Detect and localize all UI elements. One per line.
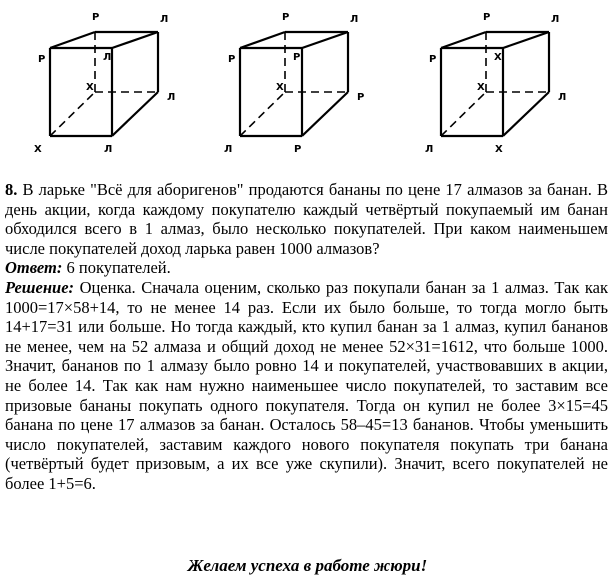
problem-statement: В ларьке "Всё для аборигенов" продаются бананы по цене 17 алмазов за банан. В день акции, когда каждому покупателю каждый четвёртый покупаемый им банан обходился всего в 1 алмаз, было несколько покупателей. При каком наименьшем числе покупателей доход ларька равен 1000 алмазов? [5,180,609,258]
solution-text: Оценка. Сначала оценим, сколько раз покупали банан за 1 алмаз. Так как 1000=17×58+14, то не менее 14 раз. Если их было больше, то тогда могло быть 14+17=31 или больше. Но тогда каждый, кто купил банан за 1 алмаз, купил бананов не менее, чем на 52 алмаза и общий доход не менее 52×31=1612, что больше 1000. Значит, бананов по 1 алмазу было ровно 14 и покупателей, участвовавших в акции, не более 14. Так как нам нужно наименьшее число покупателей, то заставим все призовые бананы покупать одного покупателя. Тогда он купил не более 3×15=45 банана по цене 17 алмазов за банан. Осталось 58–45=13 бананов. Чтобы уменьшить число покупателей, заставим каждого нового покупателя покупать три банана (четвёртый будет призовым, а их все уже скупили). Значит, всего покупателей не более 1+5=6. [5,277,609,493]
problem-number: 8. [5,180,18,199]
cube-vertex-label-top-front-left: Р [228,54,236,65]
cube-vertex-label-top-front-right: Л [103,52,112,63]
cube-vertex-label-bottom-front-right: Л [104,144,113,155]
solution-paragraph [5,278,608,494]
cube-edge [503,92,549,136]
cube-vertex-label-center: Х [276,82,284,93]
closing-wish: Желаем успеха в работе жюри! [187,556,428,575]
cube-vertex-label-bottom-front-right: Р [294,144,302,155]
cube-vertex-label-top-front-right: Х [494,52,502,63]
cube-edge [441,32,486,48]
cube-vertex-label-bottom-back-right: Р [357,92,365,103]
cube-vertex-label-bottom-front-left: Х [34,144,42,155]
cube-vertex-label-top-back-left: Р [483,12,491,23]
cube-vertex-label-bottom-front-left: Л [425,144,434,155]
cube-hidden-edge [240,92,285,136]
cube-vertex-label-top-back-left: Р [92,12,100,23]
cube-edge [503,32,549,48]
cube-edge [240,32,285,48]
cube-edge [112,92,158,136]
cube-hidden-edge [441,92,486,136]
cube-figure-3 [425,12,566,155]
cube-vertex-label-top-back-right: Л [160,14,169,25]
cube-vertex-label-bottom-back-right: Л [558,92,567,103]
cube-vertex-label-center: Х [477,82,485,93]
cube-edge [50,32,95,48]
cube-vertex-label-top-back-left: Р [282,12,290,23]
cube-vertex-label-top-front-right: Р [293,52,301,63]
cube-vertex-label-top-front-left: Р [429,54,437,65]
answer-label: Ответ: [5,258,63,278]
cube-edge [302,92,348,136]
cube-vertex-label-bottom-front-left: Л [224,144,233,155]
problem-statement-paragraph [5,180,608,258]
cube-vertex-label-center: Х [86,82,94,93]
cube-edge [302,32,348,48]
cube-hidden-edge [50,92,95,136]
cube-figure-1 [34,12,175,155]
solution-label: Решение: [5,277,75,297]
cube-figure-2 [224,12,364,155]
cube-vertex-label-top-front-left: Р [38,54,46,65]
problem-block [5,180,608,494]
answer-text: 6 покупателей. [66,258,171,278]
cube-figures [0,0,615,175]
answer-paragraph [5,258,608,278]
cube-vertex-label-bottom-back-right: Л [167,92,176,103]
cube-vertex-label-top-back-right: Л [551,14,560,25]
cube-vertex-label-top-back-right: Л [350,14,359,25]
cube-vertex-label-bottom-front-right: Х [495,144,503,155]
cube-edge [112,32,158,48]
